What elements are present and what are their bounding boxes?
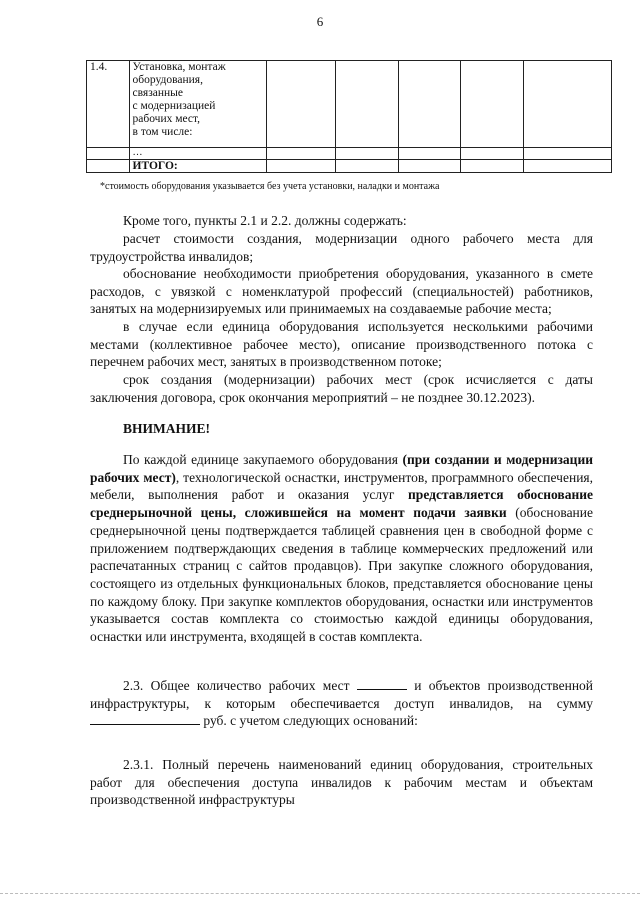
amount-blank	[90, 712, 200, 725]
empty-cell	[87, 160, 130, 173]
empty-cell	[461, 61, 524, 148]
empty-cell	[523, 160, 611, 173]
attention-heading: ВНИМАНИЕ!	[123, 421, 210, 436]
total-label: ИТОГО:	[129, 160, 267, 173]
description-line: в том числе:	[132, 126, 193, 138]
description-line: оборудования,	[132, 74, 203, 86]
section-2-3-text: руб. с учетом следующих оснований:	[203, 713, 418, 729]
empty-cell	[461, 148, 524, 160]
page-number: 6	[316, 14, 324, 29]
description-line: с модернизацией	[132, 100, 216, 112]
empty-cell	[523, 61, 611, 148]
empty-cell	[398, 61, 461, 148]
empty-cell	[523, 148, 611, 160]
table-row	[87, 148, 612, 160]
ellipsis-cell: …	[129, 148, 267, 160]
empty-cell	[336, 61, 399, 148]
attention-bold-text: представляется обоснование среднерыночной цены, сложившейся на момент подачи заявки	[90, 487, 593, 521]
attention-paragraph	[90, 451, 593, 646]
empty-cell	[336, 160, 399, 173]
requirement-item: срок создания (модернизации) рабочих мест (срок исчисляется с даты заключения договора, срок окончания мероприятий – не позднее 30.12.2023).	[90, 372, 593, 405]
section-intro-lead: Кроме того, пункты 2.1 и 2.2. должны содержать:	[123, 213, 407, 228]
section-2-3	[90, 677, 593, 730]
attention-text: , технологической оснастки, инструментов, программного обеспечения, мебели, выполнения работ и оказания услуг	[90, 469, 593, 503]
empty-cell	[461, 160, 524, 173]
scan-artifact-line	[0, 893, 640, 894]
equipment-cost-table	[86, 60, 612, 173]
requirement-item: расчет стоимости создания, модернизации одного рабочего места для трудоустройства инвалидов;	[90, 231, 593, 264]
attention-text: По каждой единице закупаемого оборудования	[123, 452, 403, 467]
row-number: 1.4.	[87, 61, 130, 148]
table-footnote: *стоимость оборудования указывается без учета установки, наладки и монтажа	[100, 181, 440, 192]
description-line: рабочих мест,	[132, 113, 201, 125]
section-2-3-1: 2.3.1. Полный перечень наименований единиц оборудования, строительных работ для обеспечения доступа инвалидов к рабочим местам и объектам производственной инфраструктуры	[90, 757, 593, 808]
attention-bold-text: (при создании и модернизации рабочих мест)	[90, 452, 593, 485]
empty-cell	[267, 160, 336, 173]
workplaces-count-blank	[357, 677, 407, 690]
empty-cell	[398, 148, 461, 160]
description-line: Установка, монтаж	[132, 61, 226, 73]
table-row	[87, 61, 612, 148]
description-line: связанные	[132, 87, 183, 99]
requirement-item: обоснование необходимости приобретения оборудования, указанного в смете расходов, с увязкой с номенклатурой профессий (специальностей) работников, занятых на модернизируемых или принимаемых на создаваемые рабочие места;	[90, 266, 593, 317]
row-description	[129, 61, 267, 148]
section-2-3-text: и объектов производственной инфраструктуры, к которым обеспечивается доступ инвалидов, на сумму	[90, 678, 594, 711]
empty-cell	[267, 148, 336, 160]
section-2-3-text: 2.3. Общее количество рабочих мест	[123, 678, 350, 693]
empty-cell	[336, 148, 399, 160]
empty-cell	[267, 61, 336, 148]
attention-text: (обоснование среднерыночной цены подтверждается таблицей сравнения цен в свободной форме с приложением подтверждающих сведения в таблице коммерческих предложений или распечатанных страниц с сайтов продавцов). При закупке сложного оборудования, состоящего из отдельных функциональных блоков, представляется обоснование цены по каждому блоку. При закупке комплектов оборудования, оснастки или инструментов указывается состав комплекта со стоимостью каждой единицы оборудования, оснастки или инструмента, входящей в состав комплекта.	[90, 505, 594, 645]
table-row-total	[87, 160, 612, 173]
empty-cell	[398, 160, 461, 173]
empty-cell	[87, 148, 130, 160]
requirement-item: в случае если единица оборудования используется несколькими рабочими местами (коллективное рабочее место), описание производственного потока с перечнем рабочих мест, занятых в производственном потоке;	[90, 319, 593, 370]
